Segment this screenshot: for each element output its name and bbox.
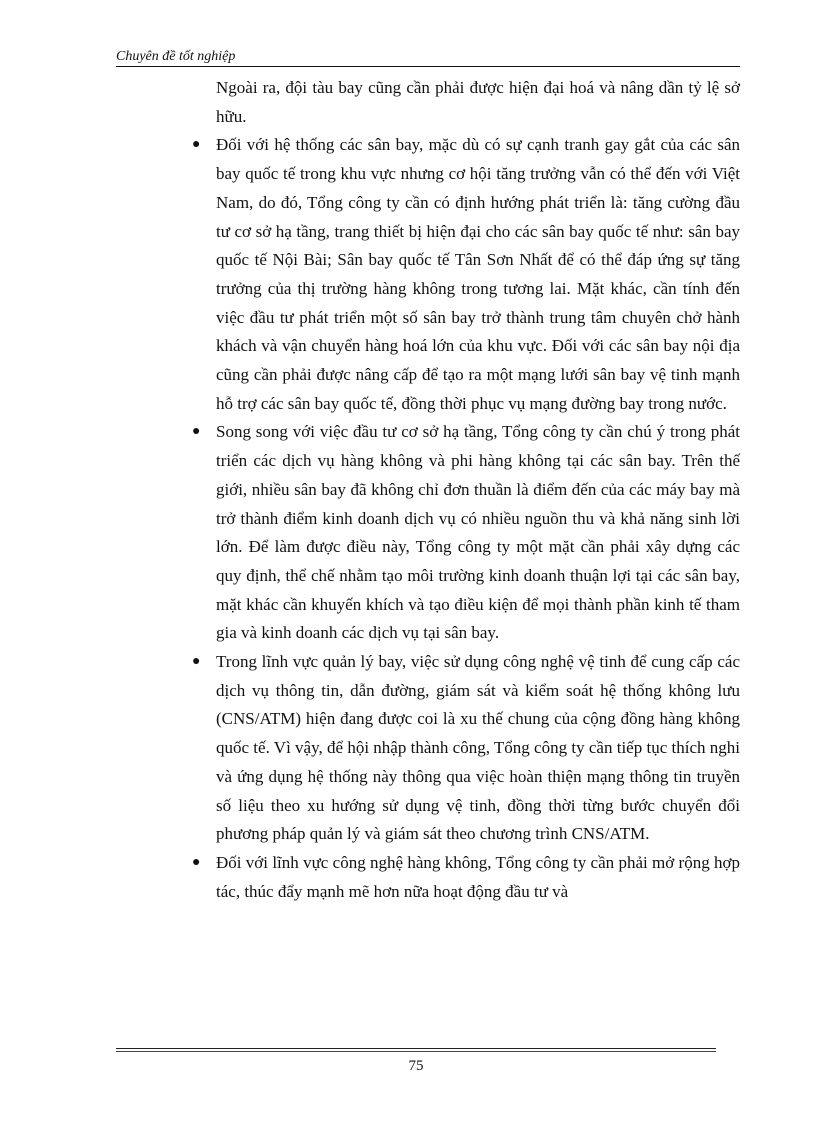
paragraph-2	[192, 131, 740, 418]
header-title: Chuyên đề tốt nghiệp	[116, 49, 236, 64]
paragraph-3-text: Song song với việc đầu tư cơ sở hạ tầng, Tổng công ty cần chú ý trong phát triển các dịch vụ hàng không và phi hàng không tại các sân bay. Trên thế giới, nhiều sân bay đã không chỉ đơn thuần là điểm đến của các máy bay mà trở thành điểm kinh doanh dịch vụ có nhiều nguồn thu và khả năng sinh lời lớn. Để làm được điều này, Tổng công ty một mặt cần phải xây dựng các quy định, thể chế nhằm tạo môi trường kinh doanh thuận lợi tại các sân bay, mặt khác cần khuyến khích và tạo điều kiện để mọi thành phần kinh tế tham gia và kinh doanh các dịch vụ tại sân bay.	[216, 422, 740, 643]
page-header	[116, 48, 740, 68]
bullet-icon: ●	[192, 424, 201, 440]
paragraph-4-text: Trong lĩnh vực quản lý bay, việc sử dụng công nghệ vệ tinh để cung cấp các dịch vụ thông tin, dẫn đường, giám sát và kiểm soát hệ thống không lưu (CNS/ATM) hiện đang được coi là xu thế chung của cộng đồng hàng không quốc tế. Vì vậy, để hội nhập thành công, Tổng công ty cần tiếp tục thích nghi và ứng dụng hệ thống này thông qua việc hoàn thiện mạng thông tin truyền số liệu theo xu hướng sử dụng vệ tinh, đồng thời từng bước chuyển đổi phương pháp quản lý và giám sát theo chương trình CNS/ATM.	[216, 652, 740, 844]
paragraph-4	[192, 648, 740, 849]
body-text	[192, 74, 740, 906]
bullet-icon: ●	[192, 654, 201, 670]
footer-rule-thick	[116, 1048, 716, 1049]
paragraph-1	[192, 74, 740, 131]
paragraph-1-text: Ngoài ra, đội tàu bay cũng cần phải được hiện đại hoá và nâng dần tỷ lệ sở hữu.	[216, 78, 740, 126]
paragraph-5	[192, 849, 740, 906]
footer-rule-thin	[116, 1051, 716, 1052]
paragraph-5-text: Đối với lĩnh vực công nghệ hàng không, Tổng công ty cần phải mở rộng hợp tác, thúc đẩy mạnh mẽ hơn nữa hoạt động đầu tư và	[216, 852, 740, 901]
page-footer	[116, 1048, 716, 1076]
bullet-icon: ●	[192, 137, 201, 153]
paragraph-2-text: Đối với hệ thống các sân bay, mặc dù có sự cạnh tranh gay gắt của các sân bay quốc tế trong khu vực nhưng cơ hội tăng trưởng vẫn có thể đến với Việt Nam, do đó, Tổng công ty cần có định hướng phát triển là: tăng cường đầu tư cơ sở hạ tầng, trang thiết bị hiện đại cho các sân bay quốc tế như: sân bay quốc tế Nội Bài; Sân bay quốc tế Tân Sơn Nhất để có thể đáp ứng sự tăng trưởng của thị trường hàng không trong tương lai. Mặt khác, cần tính đến việc đầu tư phát triển một số sân bay trở thành trung tâm chuyên chở hành khách và vận chuyển hàng hoá lớn của khu vực. Đối với các sân bay nội địa cũng cần phải được nâng cấp để tạo ra một mạng lưới sân bay vệ tinh mạnh hỗ trợ các sân bay quốc tế, đồng thời phục vụ mạng đường bay trong nước.	[216, 135, 740, 413]
paragraph-3	[192, 418, 740, 648]
bullet-icon: ●	[192, 854, 201, 870]
page-number: 75	[408, 1058, 424, 1074]
header-rule	[116, 66, 740, 67]
